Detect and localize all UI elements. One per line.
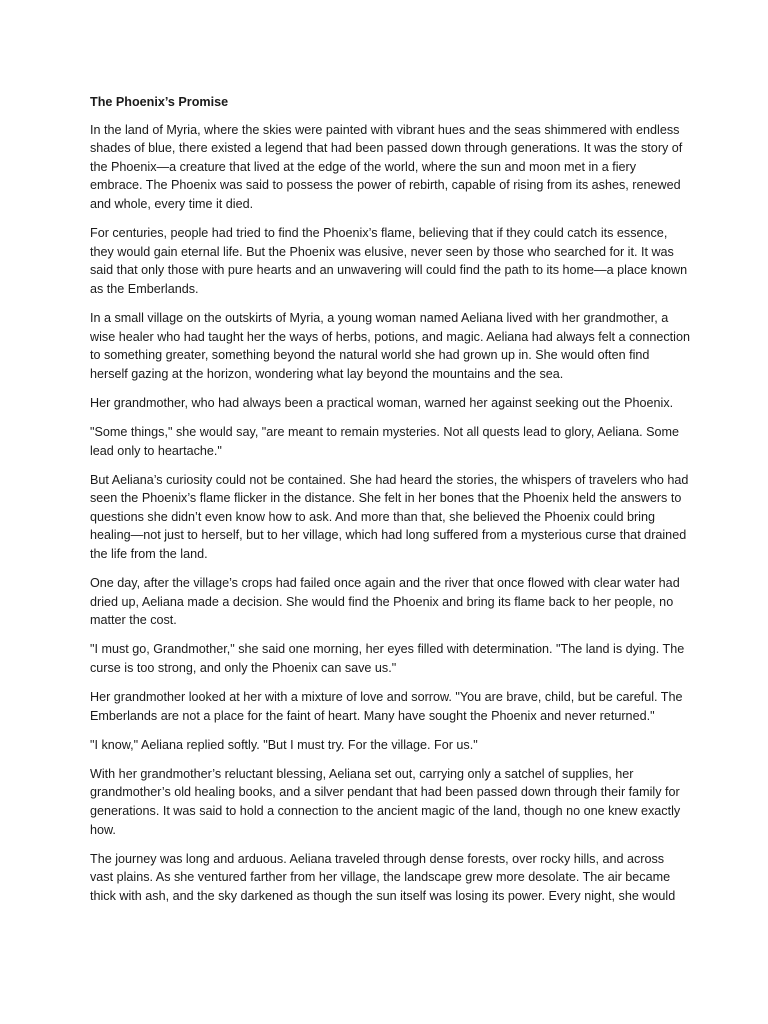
paragraph: In a small village on the outskirts of Myria, a young woman named Aeliana lived with her grandmother, a wise healer who had taught her the ways of herbs, potions, and magic. Aeliana had always felt a connection to something greater, something beyond the natural world she had grown up in. She would often find herself gazing at the horizon, wondering what lay beyond the mountains and the sea.: [90, 310, 690, 381]
paragraph: With her grandmother’s reluctant blessing, Aeliana set out, carrying only a satchel of supplies, her grandmother’s old healing books, and a silver pendant that had been passed down through their family for generations. It was said to hold a connection to the ancient magic of the land, though no one knew exactly how.: [90, 766, 681, 837]
paragraph: In the land of Myria, where the skies were painted with vibrant hues and the seas shimmered with endless shades of blue, there existed a legend that had been passed down through generations. It was the story of the Phoenix—a creature that lived at the edge of the world, where the sun and moon met in a fiery embrace. The Phoenix was said to possess the power of rebirth, capable of rising from its ashes, renewed and whole, every time it died.: [90, 122, 683, 211]
paragraph: But Aeliana’s curiosity could not be contained. She had heard the stories, the whispers of travelers who had seen the Phoenix’s flame flicker in the distance. She felt in her bones that the Phoenix held the answers to questions she didn’t even know how to ask. And more than that, she believed the Phoenix could bring healing—not just to herself, but to her village, which had long suffered from a mysterious curse that drained the life from the land.: [90, 472, 689, 561]
document-page: [90, 93, 690, 916]
paragraph: The journey was long and arduous. Aeliana traveled through dense forests, over rocky hills, and across vast plains. As she ventured farther from her village, the landscape grew more desolate. The air became thick with ash, and the sky darkened as though the sun itself was losing its power. Every night, she would: [90, 851, 676, 903]
paragraph: Her grandmother looked at her with a mixture of love and sorrow. "You are brave, child, but be careful. The Emberlands are not a place for the faint of heart. Many have sought the Phoenix and never returned.": [90, 690, 683, 723]
paragraph: For centuries, people had tried to find the Phoenix’s flame, believing that if they could catch its essence, they would gain eternal life. But the Phoenix was elusive, never seen by those who searched for it. It was said that only those with pure hearts and an unwavering will could find the path to its home—a place known as the Emberlands.: [90, 226, 688, 296]
paragraph: "I know," Aeliana replied softly. "But I must try. For the village. For us.": [90, 737, 478, 752]
paragraph: "Some things," she would say, "are meant to remain mysteries. Not all quests lead to glory, Aeliana. Some lead only to heartache.": [90, 424, 680, 458]
document-title: The Phoenix’s Promise: [90, 95, 229, 109]
paragraph: One day, after the village’s crops had failed once again and the river that once flowed with clear water had dried up, Aeliana made a decision. She would find the Phoenix and bring its flame back to her people, no matter the cost.: [90, 576, 680, 628]
paragraph: Her grandmother, who had always been a practical woman, warned her against seeking out the Phoenix.: [90, 395, 674, 410]
paragraph: "I must go, Grandmother," she said one morning, her eyes filled with determination. "The land is dying. The curse is too strong, and only the Phoenix can save us.": [90, 642, 685, 675]
